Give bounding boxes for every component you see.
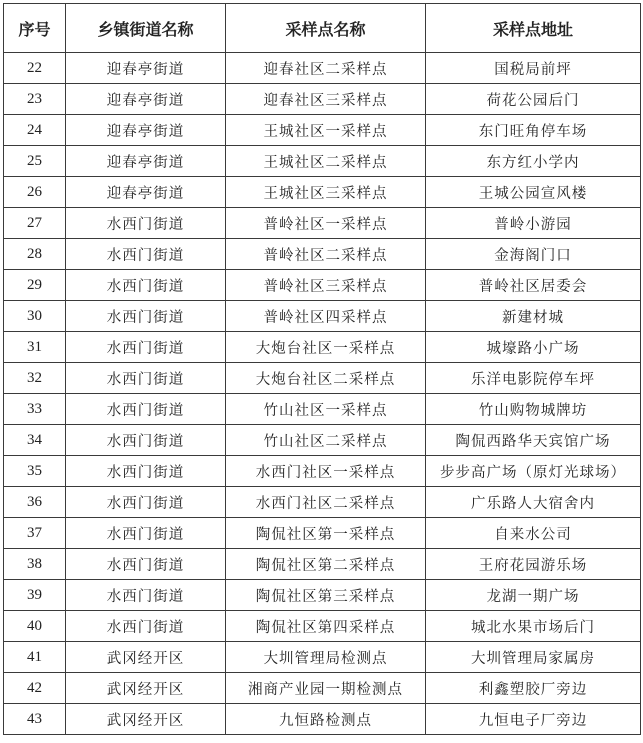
cell-street: 水西门街道 [66,363,226,394]
header-index: 序号 [4,4,66,53]
cell-index: 30 [4,301,66,332]
cell-point-name: 水西门社区二采样点 [226,487,426,518]
cell-index: 24 [4,115,66,146]
table-header [4,4,641,53]
cell-point-address: 王府花园游乐场 [426,549,641,580]
cell-street: 水西门街道 [66,208,226,239]
table-row [4,673,641,704]
table-row [4,53,641,84]
cell-street: 武冈经开区 [66,642,226,673]
cell-index: 43 [4,704,66,735]
cell-index: 23 [4,84,66,115]
cell-index: 37 [4,518,66,549]
table-body [4,53,641,735]
cell-index: 34 [4,425,66,456]
cell-point-address: 乐洋电影院停车坪 [426,363,641,394]
cell-index: 26 [4,177,66,208]
cell-point-address: 城北水果市场后门 [426,611,641,642]
cell-point-name: 王城社区二采样点 [226,146,426,177]
cell-street: 迎春亭街道 [66,84,226,115]
cell-street: 水西门街道 [66,580,226,611]
table-row [4,84,641,115]
cell-index: 38 [4,549,66,580]
cell-index: 36 [4,487,66,518]
cell-point-name: 迎春社区二采样点 [226,53,426,84]
cell-point-address: 龙湖一期广场 [426,580,641,611]
header-point-address: 采样点地址 [426,4,641,53]
cell-point-address: 国税局前坪 [426,53,641,84]
cell-point-name: 大炮台社区二采样点 [226,363,426,394]
table-row [4,115,641,146]
cell-point-name: 竹山社区二采样点 [226,425,426,456]
cell-point-address: 陶侃西路华天宾馆广场 [426,425,641,456]
cell-point-address: 金海阁门口 [426,239,641,270]
cell-street: 水西门街道 [66,425,226,456]
cell-point-address: 东方红小学内 [426,146,641,177]
table-row [4,456,641,487]
cell-index: 27 [4,208,66,239]
cell-point-address: 大圳管理局家属房 [426,642,641,673]
cell-point-name: 普岭社区一采样点 [226,208,426,239]
cell-point-address: 东门旺角停车场 [426,115,641,146]
table-row [4,580,641,611]
cell-point-name: 普岭社区二采样点 [226,239,426,270]
table-row [4,642,641,673]
cell-point-address: 荷花公园后门 [426,84,641,115]
cell-point-address: 步步高广场（原灯光球场） [426,456,641,487]
header-point-name: 采样点名称 [226,4,426,53]
cell-street: 水西门街道 [66,549,226,580]
cell-point-address: 九恒电子厂旁边 [426,704,641,735]
cell-street: 水西门街道 [66,332,226,363]
table-row [4,301,641,332]
table-row [4,270,641,301]
cell-point-name: 王城社区一采样点 [226,115,426,146]
cell-point-name: 王城社区三采样点 [226,177,426,208]
cell-index: 35 [4,456,66,487]
cell-index: 39 [4,580,66,611]
cell-street: 水西门街道 [66,518,226,549]
cell-street: 水西门街道 [66,301,226,332]
cell-point-address: 自来水公司 [426,518,641,549]
cell-street: 迎春亭街道 [66,177,226,208]
cell-point-address: 新建材城 [426,301,641,332]
header-row [4,4,641,53]
cell-point-name: 陶侃社区第三采样点 [226,580,426,611]
cell-index: 28 [4,239,66,270]
cell-point-name: 水西门社区一采样点 [226,456,426,487]
cell-street: 迎春亭街道 [66,53,226,84]
cell-point-name: 迎春社区三采样点 [226,84,426,115]
cell-point-address: 王城公园宣风楼 [426,177,641,208]
cell-index: 33 [4,394,66,425]
cell-street: 水西门街道 [66,456,226,487]
cell-street: 武冈经开区 [66,673,226,704]
cell-point-address: 普岭社区居委会 [426,270,641,301]
table-row [4,363,641,394]
cell-index: 40 [4,611,66,642]
table-row [4,146,641,177]
cell-street: 水西门街道 [66,611,226,642]
table-row [4,425,641,456]
cell-point-address: 利鑫塑胶厂旁边 [426,673,641,704]
document-page [3,3,641,735]
cell-street: 武冈经开区 [66,704,226,735]
cell-point-name: 陶侃社区第一采样点 [226,518,426,549]
table-row [4,611,641,642]
cell-street: 水西门街道 [66,487,226,518]
table-row [4,487,641,518]
cell-street: 水西门街道 [66,270,226,301]
cell-index: 22 [4,53,66,84]
table-row [4,177,641,208]
cell-point-address: 普岭小游园 [426,208,641,239]
cell-point-name: 竹山社区一采样点 [226,394,426,425]
table-row [4,208,641,239]
cell-point-name: 九恒路检测点 [226,704,426,735]
cell-point-name: 大炮台社区一采样点 [226,332,426,363]
cell-point-name: 陶侃社区第二采样点 [226,549,426,580]
cell-street: 迎春亭街道 [66,115,226,146]
sampling-points-table [3,3,641,735]
cell-point-name: 大圳管理局检测点 [226,642,426,673]
cell-index: 32 [4,363,66,394]
cell-index: 42 [4,673,66,704]
cell-point-name: 普岭社区三采样点 [226,270,426,301]
table-row [4,549,641,580]
cell-street: 迎春亭街道 [66,146,226,177]
header-street: 乡镇街道名称 [66,4,226,53]
cell-index: 25 [4,146,66,177]
cell-point-address: 广乐路人大宿舍内 [426,487,641,518]
table-row [4,518,641,549]
table-row [4,332,641,363]
table-row [4,704,641,735]
cell-index: 29 [4,270,66,301]
cell-street: 水西门街道 [66,394,226,425]
cell-point-name: 普岭社区四采样点 [226,301,426,332]
table-row [4,394,641,425]
cell-point-address: 竹山购物城牌坊 [426,394,641,425]
cell-index: 41 [4,642,66,673]
table-row [4,239,641,270]
cell-point-name: 陶侃社区第四采样点 [226,611,426,642]
cell-point-name: 湘商产业园一期检测点 [226,673,426,704]
cell-street: 水西门街道 [66,239,226,270]
cell-index: 31 [4,332,66,363]
cell-point-address: 城壕路小广场 [426,332,641,363]
